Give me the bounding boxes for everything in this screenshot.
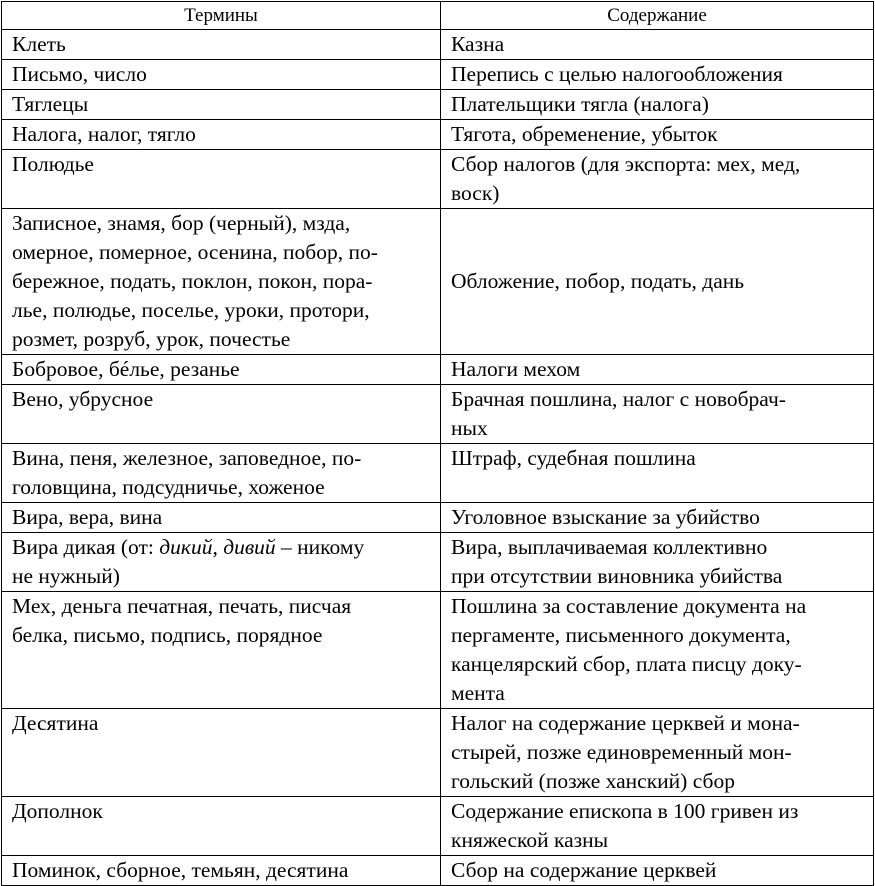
content-cell [441, 503, 874, 533]
term-line: Полюдье [12, 152, 94, 176]
term-line: розмет, розруб, урок, почестье [12, 327, 291, 351]
table-row [2, 120, 874, 150]
content-line: при отсутствии виновника убийства [451, 564, 783, 588]
content-line: Брачная пошлина, налог с новобрач- [451, 387, 786, 411]
term-cell [2, 444, 441, 503]
table-row [2, 444, 874, 503]
content-line: стырей, позже единовременный мон- [451, 740, 792, 764]
table-row [2, 90, 874, 120]
content-cell [441, 150, 874, 209]
term-line: Вено, убрусное [12, 387, 154, 411]
term-line: Поминок, сборное, темьян, десятина [12, 858, 349, 882]
content-line: Уголовное взыскание за убийство [451, 505, 760, 529]
term-cell [2, 60, 441, 90]
header-terms: Термины [2, 2, 441, 30]
term-italic-word: дивий [223, 535, 276, 559]
content-cell [441, 60, 874, 90]
content-line: канцелярский сбор, плата писцу доку- [451, 652, 802, 676]
content-line: Казна [451, 32, 505, 56]
table-row [2, 355, 874, 385]
term-line: Мех, деньга печатная, печать, писчая [12, 594, 352, 618]
table-row [2, 533, 874, 592]
content-line: Сбор на содержание церквей [451, 858, 717, 882]
content-line: пергаменте, письменного документа, [451, 623, 791, 647]
table-row [2, 856, 874, 886]
content-cell [441, 355, 874, 385]
content-cell [441, 856, 874, 886]
term-text: – никому [275, 535, 365, 559]
table-row [2, 30, 874, 60]
content-line: Содержание епископа в 100 гривен из [451, 799, 799, 823]
table-row [2, 592, 874, 709]
term-cell [2, 709, 441, 797]
content-cell [441, 709, 874, 797]
term-cell [2, 30, 441, 60]
content-line: Плательщики тягла (налога) [451, 92, 709, 116]
term-line: бережное, подать, поклон, покон, пора- [12, 269, 373, 293]
term-cell [2, 856, 441, 886]
term-cell [2, 150, 441, 209]
term-line: Вира, вера, вина [12, 505, 163, 529]
header-content: Содержание [441, 2, 874, 30]
content-line: мента [451, 681, 505, 705]
content-cell [441, 533, 874, 592]
content-cell [441, 444, 874, 503]
content-line: Штраф, судебная пошлина [451, 446, 696, 470]
term-cell [2, 355, 441, 385]
term-cell [2, 503, 441, 533]
content-cell [441, 385, 874, 444]
term-line: Вина, пеня, железное, заповедное, по- [12, 446, 362, 470]
table-row [2, 209, 874, 355]
term-line: не нужный) [12, 564, 120, 588]
content-line: гольский (позже ханский) сбор [451, 769, 735, 793]
content-cell [441, 797, 874, 856]
term-line: белка, письмо, подпись, порядное [12, 623, 323, 647]
term-cell [2, 592, 441, 709]
table-row [2, 150, 874, 209]
table-row [2, 60, 874, 90]
content-line: Обложение, побор, подать, дань [451, 269, 745, 293]
content-line: Налог на содержание церквей и мона- [451, 711, 800, 735]
content-line: воск) [451, 181, 500, 205]
table-row [2, 797, 874, 856]
content-cell [441, 90, 874, 120]
term-italic-word: дикий [159, 535, 213, 559]
table-row [2, 709, 874, 797]
content-cell [441, 30, 874, 60]
term-line: Десятина [12, 711, 99, 735]
term-cell [2, 533, 441, 592]
content-cell [441, 592, 874, 709]
term-line: головщина, подсудничье, хоженое [12, 475, 325, 499]
term-text: Вира дикая (от: [12, 535, 160, 559]
terms-table [1, 1, 874, 886]
term-line: Бобровое, бéлье, резанье [12, 357, 240, 381]
term-cell [2, 797, 441, 856]
term-line: Налога, налог, тягло [12, 122, 196, 146]
term-line: лье, полюдье, поселье, уроки, протори, [12, 298, 370, 322]
table-row [2, 385, 874, 444]
term-line: Письмо, число [12, 62, 147, 86]
term-line: Записное, знамя, бор (черный), мзда, [12, 211, 351, 235]
content-cell [441, 209, 874, 355]
term-line: Тяглецы [12, 92, 89, 116]
term-cell [2, 209, 441, 355]
content-line: ных [451, 416, 488, 440]
term-cell [2, 120, 441, 150]
content-line: княжеской казны [451, 828, 609, 852]
content-line: Вира, выплачиваемая коллективно [451, 535, 768, 559]
term-cell [2, 385, 441, 444]
term-line: Дополнок [12, 799, 103, 823]
table-row [2, 503, 874, 533]
term-cell [2, 90, 441, 120]
content-line: Налоги мехом [451, 357, 581, 381]
term-line: Клеть [12, 32, 66, 56]
term-line [12, 533, 434, 562]
term-line: омерное, померное, осенина, побор, по- [12, 240, 378, 264]
content-line: Тягота, обременение, убыток [451, 122, 718, 146]
term-text: , [212, 535, 224, 559]
content-line: Сбор налогов (для экспорта: мех, мед, [451, 152, 801, 176]
content-line: Пошлина за составление документа на [451, 594, 807, 618]
content-cell [441, 120, 874, 150]
content-line: Перепись с целью налогообложения [451, 62, 783, 86]
header-row [2, 2, 874, 30]
